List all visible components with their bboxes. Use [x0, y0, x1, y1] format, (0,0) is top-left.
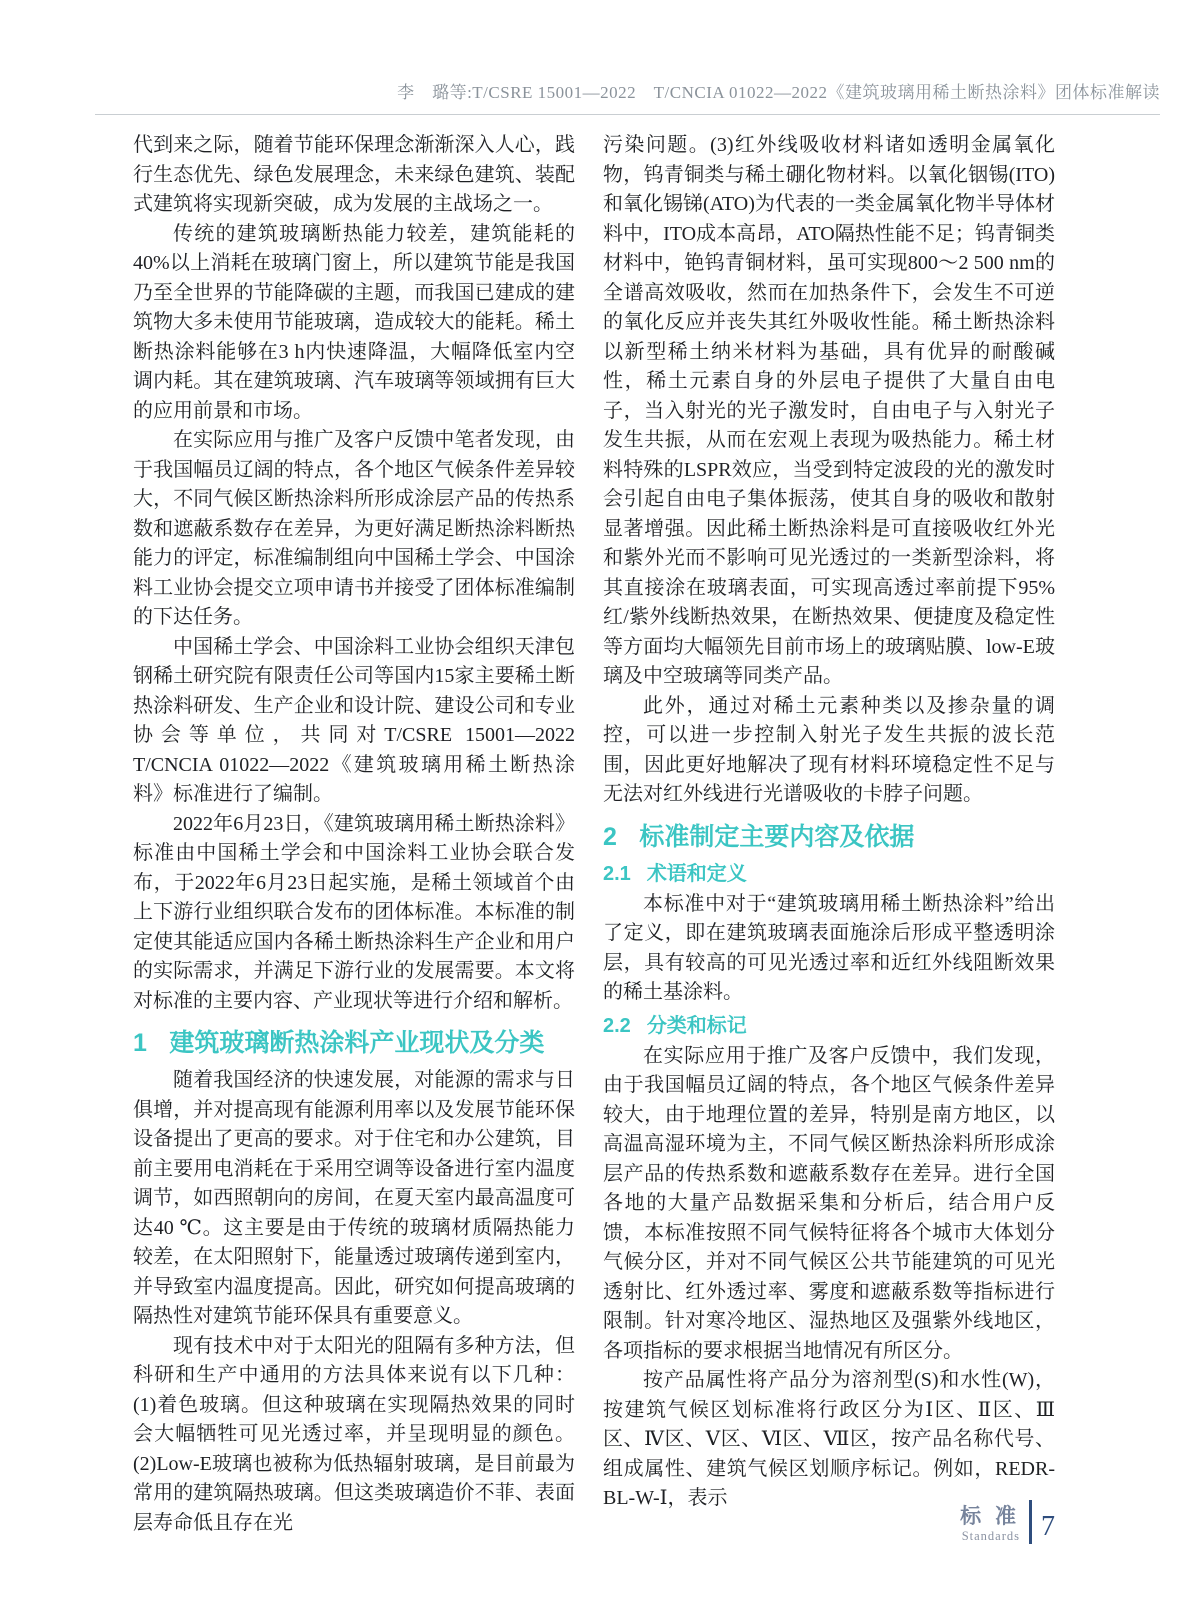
paragraph: 现有技术中对于太阳光的阻隔有多种方法，但科研和生产中通用的方法具体来说有以下几种：(1)着色玻璃。但这种玻璃在实现隔热效果的同时会大幅牺牲可见光透过率，并呈现明显的颜色。(2)Low-E玻璃也被称为低热辐射玻璃，是目前最为常用的建筑隔热玻璃。但这类玻璃造价不菲、表面层寿命低且存在光: [133, 1334, 575, 1534]
page-number: 7: [1041, 1511, 1055, 1542]
footer-label-en: Standards: [961, 1529, 1020, 1543]
paragraph: 中国稀土学会、中国涂料工业协会组织天津包钢稀土研究院有限责任公司等国内15家主要稀土断热涂料研发、生产企业和设计院、建设公司和专业协会等单位，共同对T/CSRE 15001—2022 T/CNCIA 01022—2022《建筑玻璃用稀土断热涂料》标准进行了编制。: [133, 635, 595, 805]
column-left: [133, 131, 595, 1538]
paragraph: 污染问题。(3)红外线吸收材料诸如透明金属氧化物，钨青铜类与稀土硼化物材料。以氧化铟锡(ITO)和氧化锡锑(ATO)为代表的一类金属氧化物半导体材料中，ITO成本高昂，ATO隔热性能不足；钨青铜类材料中，铯钨青铜材料，虽可实现800～2 500 nm的全谱高效吸收，然而在加热条件下，会发生不可逆的氧化反应并丧失其红外吸收性能。稀土断热涂料以新型稀土纳米材料为基础，具有优异的耐酸碱性，稀土元素自身的外层电子提供了大量自由电子，当入射光的光子激发时，自由电子与入射光子发生共振，从而在宏观上表现为吸热能力。稀土材料特殊的LSPR效应，当受到特定波段的光的激发时会引起自由电子集体振荡，使其自身的吸收和散射显著增强。因此稀土断热涂料是可直接吸收红外光和紫外光而不影响可见光透过的一类新型涂料，将其直接涂在玻璃表面，可实现高透过率前提下95%红/紫外线断热效果，在断热效果、便捷度及稳定性等方面均大幅领先目前市场上的玻璃贴膜、low-E玻璃及中空玻璃等同类产品。: [603, 134, 1055, 687]
column-right: [603, 131, 1055, 1538]
footer-label-cn: 标 准: [960, 1505, 1020, 1528]
section-heading: [133, 1026, 575, 1060]
paragraph: 代到来之际，随着节能环保理念渐渐深入人心，践行生态优先、绿色发展理念，未来绿色建筑、装配式建筑将实现新突破，成为发展的主战场之一。: [133, 134, 575, 215]
page-footer: [960, 1500, 1055, 1544]
section-number: 2.1: [603, 862, 631, 885]
section-title: 建筑玻璃断热涂料产业现状及分类: [169, 1029, 545, 1057]
section-title: 分类和标记: [646, 1014, 747, 1037]
header-citation: 李 璐等:T/CSRE 15001—2022 T/CNCIA 01022—2022《建筑玻璃用稀土断热涂料》团体标准解读: [397, 83, 1160, 102]
paragraph: 本标准中对于“建筑玻璃用稀土断热涂料”给出了定义，即在建筑玻璃表面施涂后形成平整透明涂层，具有较高的可见光透过率和近红外线阻断效果的稀土基涂料。: [603, 892, 1055, 1003]
subsection-heading: [603, 860, 1055, 888]
paragraph: 传统的建筑玻璃断热能力较差，建筑能耗的40%以上消耗在玻璃门窗上，所以建筑节能是我国乃至全世界的节能降碳的主题，而我国已建成的建筑物大多未使用节能玻璃，造成较大的能耗。稀土断热涂料能够在3 h内快速降温，大幅降低室内空调内耗。其在建筑玻璃、汽车玻璃等领域拥有巨大的应用前景和市场。: [133, 222, 575, 422]
paragraph: 随着我国经济的快速发展，对能源的需求与日俱增，并对提高现有能源利用率以及发展节能环保设备提出了更高的要求。对于住宅和办公建筑，目前主要用电消耗在于采用空调等设备进行室内温度调节，如西照朝向的房间，在夏天室内最高温度可达40 ℃。这主要是由于传统的玻璃材质隔热能力较差，在太阳照射下，能量透过玻璃传递到室内，并导致室内温度提高。因此，研究如何提高玻璃的隔热性对建筑节能环保具有重要意义。: [133, 1069, 575, 1327]
header-divider: [95, 114, 1160, 115]
text-columns: [133, 131, 1055, 1538]
paragraph: 此外，通过对稀土元素种类以及掺杂量的调控，可以进一步控制入射光子发生共振的波长范围，因此更好地解决了现有材料环境稳定性不足与无法对红外线进行光谱吸收的卡脖子问题。: [603, 694, 1055, 805]
paragraph: 在实际应用于推广及客户反馈中，我们发现，由于我国幅员辽阔的特点，各个地区气候条件差异较大，由于地理位置的差异，特别是南方地区，以高温高湿环境为主，不同气候区断热涂料所形成涂层产品的传热系数和遮蔽系数存在差异。进行全国各地的大量产品数据采集和分析后，结合用户反馈，本标准按照不同气候特征将各个城市大体划分气候分区，并对不同气候区公共节能建筑的可见光透射比、红外透过率、雾度和遮蔽系数等指标进行限制。针对寒冷地区、湿热地区及强紫外线地区，各项指标的要求根据当地情况有所区分。: [603, 1044, 1055, 1362]
subsection-heading: [603, 1012, 1055, 1040]
paragraph: 按产品属性将产品分为溶剂型(S)和水性(W)，按建筑气候区划标准将行政区分为Ⅰ区、Ⅱ区、Ⅲ区、Ⅳ区、Ⅴ区、Ⅵ区、Ⅶ区，按产品名称代号、组成属性、建筑气候区划顺序标记。例如，REDR-BL-W-Ⅰ，表示: [603, 1369, 1055, 1509]
paragraph: 2022年6月23日，《建筑玻璃用稀土断热涂料》标准由中国稀土学会和中国涂料工业协会联合发布，于2022年6月23日起实施，是稀土领域首个由上下游行业组织联合发布的团体标准。本标准的制定使其能适应国内各稀土断热涂料生产企业和用户的实际需求，并满足下游行业的发展需要。本文将对标准的主要内容、产业现状等进行介绍和解析。: [133, 812, 575, 1012]
section-title: 术语和定义: [646, 862, 747, 885]
section-number: 2.2: [603, 1014, 631, 1037]
section-heading: [603, 820, 1055, 854]
section-number: 2: [603, 822, 617, 851]
section-title: 标准制定主要内容及依据: [639, 822, 915, 851]
footer-section-label: [960, 1506, 1029, 1544]
paragraph: 在实际应用与推广及客户反馈中笔者发现，由于我国幅员辽阔的特点，各个地区气候条件差异较大，不同气候区断热涂料所形成涂层产品的传热系数和遮蔽系数存在差异，为更好满足断热涂料断热能力的评定，标准编制组向中国稀土学会、中国涂料工业协会提交立项申请书并接受了团体标准编制的下达任务。: [133, 429, 575, 628]
section-number: 1: [133, 1029, 147, 1057]
